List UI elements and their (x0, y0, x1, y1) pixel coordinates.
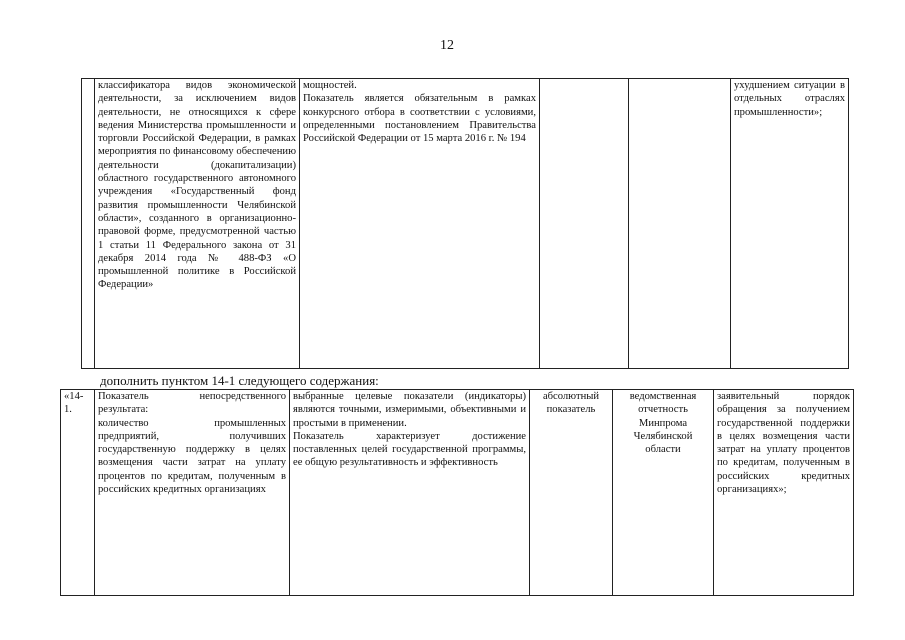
cell-source: ведомственная отчетность Минпрома Челябинской области (613, 390, 714, 596)
instruction-text: дополнить пунктом 14-1 следующего содержания: (100, 373, 379, 388)
cell-number (82, 79, 95, 369)
cell-number: «14-1. (61, 390, 95, 596)
cell-type: абсолютный показатель (530, 390, 613, 596)
cell-justification: мощностей. Показатель является обязательным в рамках конкурсного отбора в соответствии с условиями, определенными постановлением Правительства Российской Федерации от 15 марта 2016 г. № 194 (300, 79, 540, 369)
cell-method: ухудшением ситуации в отдельных отраслях промышленности»; (731, 79, 849, 369)
table-new-row (60, 389, 854, 596)
table-row (82, 79, 849, 369)
table-continuation (81, 78, 849, 369)
page-number: 12 (440, 38, 454, 53)
cell-indicator: классификатора видов экономической деятельности, за исключением видов деятельности, не относящихся к сфере ведения Министерства промышленности и торговли Российской Федерации, в рамках мероприятия по финансовому обеспечению деятельности (докапитализации) областного государственного автономного учреждения «Государственный фонд развития промышленности Челябинской области», созданного в организационно-правовой форме, предусмотренной частью 1 статьи 11 Федерального закона от 31 декабря 2014 года № 488-ФЗ «О промышленной политике в Российской Федерации» (95, 79, 300, 369)
cell-source (629, 79, 731, 369)
cell-type (540, 79, 629, 369)
cell-method: заявительный порядок обращения за получением государственной поддержки в целях возмещения части затрат на уплату процентов по кредитам, полученным в российских кредитных организациях»; (714, 390, 854, 596)
cell-justification: выбранные целевые показатели (индикаторы) являются точными, измеримыми, объективными и простыми в применении. Показатель характеризует достижение поставленных целей государственной программы, ее общую результативность и эффективность (290, 390, 530, 596)
cell-indicator: Показатель непосредственного результата: количество промышленных предприятий, получивших государственную поддержку в целях возмещения части затрат на уплату процентов по кредитам, полученным в российских кредитных организациях (95, 390, 290, 596)
table-row (61, 390, 854, 596)
